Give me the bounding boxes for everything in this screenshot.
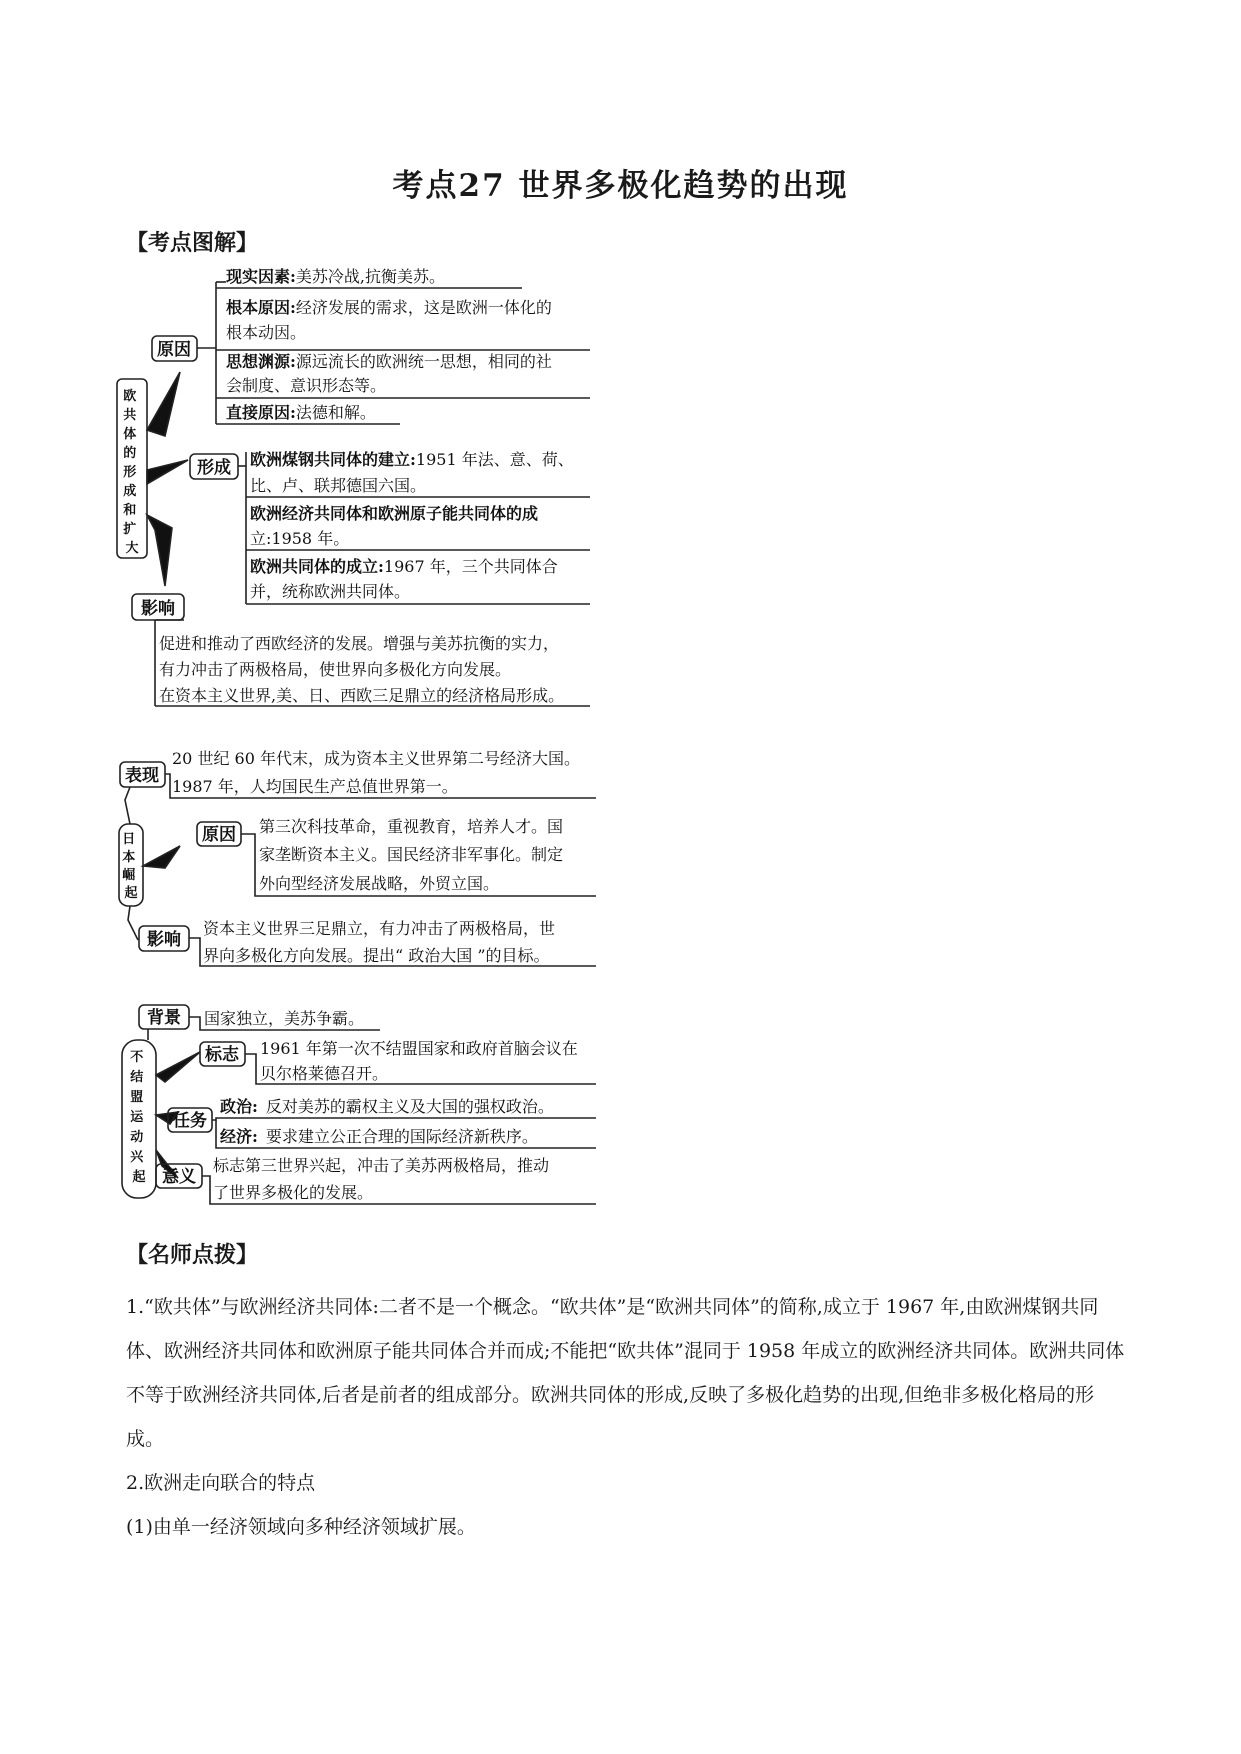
- nam-task-economy: 经济: 要求建立公正合理的国际经济新秩序。: [220, 1127, 538, 1146]
- tip-paragraph-3: (1)由单一经济领域向多种经济领域扩展。: [126, 1516, 476, 1538]
- ec-impact-line1: 促进和推动了西欧经济的发展。增强与美苏抗衡的实力，: [159, 634, 560, 653]
- japan-causes-line1: 第三次科技革命，重视教育，培养人才。国: [259, 817, 564, 836]
- ec-formation-ec: 欧洲共同体的成立:1967 年，三个共同体合: [250, 557, 558, 576]
- tip-paragraph-1: 1.“欧共体”与欧洲经济共同体:二者不是一个概念。“欧共体”是“欧洲共同体”的简称,成立于 1967 年,由欧洲煤钢共同体、欧洲经济共同体和欧洲原子能共同体合并而成;不能把“欧共体”混同于 1958 年成立的欧洲经济共同体。欧洲共同体不等于欧洲经济共同体,后者是前者的组成部分。欧洲共同体的形成,反映了多极化趋势的出现,但绝非多极化格局的形成。: [126, 1296, 1125, 1450]
- nam-diagram: [130, 1007, 578, 1202]
- nam-significance-line1: 标志第三世界兴起，冲击了美苏两极格局，推动: [213, 1156, 550, 1175]
- ec-formation-ecsc: 欧洲煤钢共同体的建立:1951 年法、意、荷、: [250, 450, 574, 469]
- section-heading-tips: 【名师点拨】: [126, 1242, 259, 1268]
- japan-impact-label: 影响: [147, 930, 181, 950]
- nam-sign-label: 标志: [205, 1045, 239, 1065]
- ec-impact-line2: 有力冲击了两极格局，使世界向多极化方向发展。: [159, 660, 512, 679]
- ec-formation-eec-line2: 立:1958 年。: [250, 529, 350, 548]
- japan-diagram: [122, 749, 580, 965]
- ec-impact-line3: 在资本主义世界,美、日、西欧三足鼎立的经济格局形成。: [159, 686, 565, 705]
- japan-causes-label: 原因: [202, 825, 236, 845]
- nam-background-label: 背景: [147, 1008, 181, 1028]
- nam-significance-line2: 了世界多极化的发展。: [213, 1183, 374, 1202]
- section-heading-diagram: 【考点图解】: [126, 230, 259, 256]
- japan-performance-line2: 1987 年，人均国民生产总值世界第一。: [172, 777, 458, 796]
- japan-causes-line2: 家垄断资本主义。国民经济非军事化。制定: [259, 845, 564, 864]
- page-title: 考点27 世界多极化趋势的出现: [392, 168, 849, 204]
- ec-causes-label: 原因: [157, 340, 191, 360]
- japan-performance-label: 表现: [125, 766, 159, 786]
- nam-task-politics: 政治: 反对美苏的霸权主义及大国的强权政治。: [220, 1097, 554, 1116]
- ec-formation-ec-line2: 并，统称欧洲共同体。: [250, 582, 411, 601]
- japan-causes-line3: 外向型经济发展战略，外贸立国。: [259, 874, 500, 893]
- nam-significance-label: 意义: [162, 1167, 196, 1187]
- ec-cause-real: 现实因素:美苏冷战,抗衡美苏。: [226, 267, 446, 286]
- tip-paragraph-2: 2.欧洲走向联合的特点: [126, 1472, 316, 1494]
- japan-impact-line2: 界向多极化方向发展。提出“ 政治大国 ”的目标。: [203, 946, 550, 965]
- ec-impact-label: 影响: [141, 599, 175, 619]
- ec-cause-root-line2: 根本动因。: [226, 323, 307, 342]
- ec-formation-eec: 欧洲经济共同体和欧洲原子能共同体的成: [250, 504, 539, 523]
- japan-root-label: 日 本 崛 起: [122, 832, 138, 901]
- nam-sign-line1: 1961 年第一次不结盟国家和政府首脑会议在: [260, 1039, 578, 1058]
- ec-cause-root: 根本原因:经济发展的需求，这是欧洲一体化的: [226, 298, 552, 317]
- ec-cause-thought-line2: 会制度、意识形态等。: [226, 376, 387, 395]
- japan-performance-line1: 20 世纪 60 年代末，成为资本主义世界第二号经济大国。: [172, 749, 580, 768]
- nam-root-label: 不 结 盟 运 动 兴 起: [130, 1050, 146, 1185]
- nam-task-label: 任务: [173, 1111, 207, 1131]
- ec-cause-thought: 思想渊源:源远流长的欧洲统一思想，相同的社: [226, 352, 552, 371]
- ec-diagram: [123, 267, 574, 705]
- ec-formation-ecsc-line2: 比、卢、联邦德国六国。: [250, 476, 427, 495]
- japan-impact-line1: 资本主义世界三足鼎立，有力冲击了两极格局，世: [203, 919, 556, 938]
- ec-root-label: 欧 共 体 的 形 成 和 扩 大: [123, 389, 139, 556]
- ec-formation-label: 形成: [197, 458, 231, 478]
- nam-sign-line2: 贝尔格莱德召开。: [260, 1064, 389, 1083]
- nam-background-text: 国家独立，美苏争霸。: [204, 1009, 365, 1028]
- ec-cause-direct: 直接原因:法德和解。: [226, 403, 376, 422]
